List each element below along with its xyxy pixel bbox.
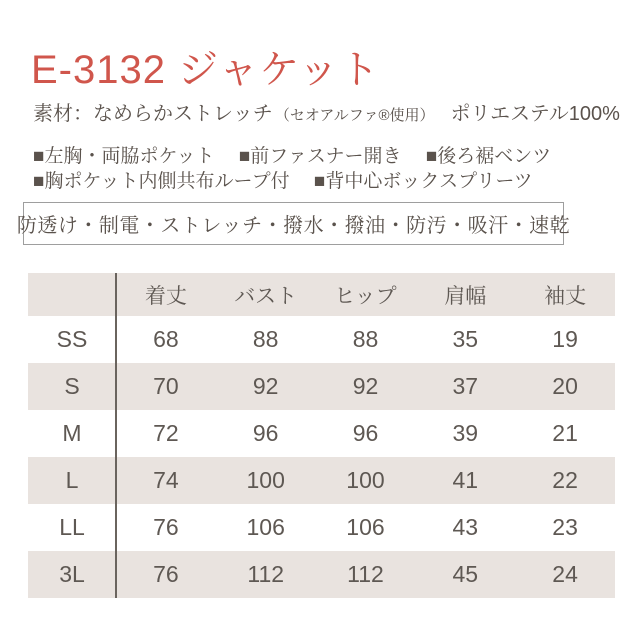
size-label: S	[64, 373, 80, 399]
size-value: 41	[452, 467, 479, 493]
size-value: 21	[552, 420, 578, 446]
size-label: SS	[56, 326, 88, 352]
feature-list-line2	[33, 166, 533, 193]
size-value: 68	[153, 326, 179, 352]
size-value: 74	[153, 467, 179, 493]
feature-item: ■胸ポケット内側共布ループ付	[33, 171, 290, 192]
size-value: 70	[153, 373, 179, 399]
function-feature-text: 防透け・制電・ストレッチ・撥水・撥油・防汚・吸汗・速乾	[16, 215, 571, 237]
table-vertical-divider	[115, 273, 117, 598]
column-header: 着丈	[144, 284, 187, 308]
size-label: LL	[59, 514, 85, 540]
size-value: 100	[346, 467, 385, 493]
size-value: 112	[347, 561, 384, 587]
column-header: 肩幅	[444, 284, 487, 308]
size-value: 24	[552, 561, 578, 587]
size-label: L	[65, 467, 79, 493]
size-value: 43	[452, 514, 479, 540]
column-header: ヒップ	[334, 284, 397, 308]
size-value: 19	[552, 326, 578, 352]
feature-item: ■前ファスナー開き	[238, 146, 402, 167]
size-value: 92	[252, 373, 279, 399]
size-value: 76	[153, 514, 179, 540]
product-title: E-3132 ジャケット	[31, 48, 381, 92]
size-value: 37	[452, 373, 479, 399]
column-header: バスト	[234, 284, 298, 308]
material-note: （セオアルファ®使用）	[274, 107, 435, 124]
size-value: 72	[153, 420, 179, 446]
size-label: 3L	[59, 561, 85, 587]
feature-item: ■背中心ボックスプリーツ	[313, 171, 533, 192]
feature-list-line1	[33, 141, 551, 168]
size-value: 96	[252, 420, 279, 446]
size-label: M	[62, 420, 82, 446]
size-value: 88	[252, 326, 279, 352]
size-value: 88	[352, 326, 379, 352]
material-composition: ポリエステル100%	[450, 103, 620, 125]
size-value: 106	[246, 514, 285, 540]
size-value: 20	[552, 373, 578, 399]
size-value: 112	[247, 561, 285, 587]
size-value: 22	[552, 467, 578, 493]
size-value: 35	[452, 326, 479, 352]
feature-item: ■左胸・両脇ポケット	[33, 146, 215, 167]
material-line	[33, 97, 620, 126]
material-label: 素材：なめらかストレッチ	[33, 103, 273, 125]
size-value: 45	[452, 561, 479, 587]
size-value: 96	[352, 420, 379, 446]
size-value: 23	[552, 514, 578, 540]
size-value: 39	[452, 420, 479, 446]
size-value: 92	[352, 373, 379, 399]
size-value: 100	[246, 467, 285, 493]
size-value: 76	[153, 561, 179, 587]
column-header: 袖丈	[544, 284, 587, 308]
feature-item: ■後ろ裾ベンツ	[425, 146, 552, 167]
function-feature-box	[16, 202, 571, 245]
size-value: 106	[346, 514, 385, 540]
size-table	[28, 273, 615, 598]
